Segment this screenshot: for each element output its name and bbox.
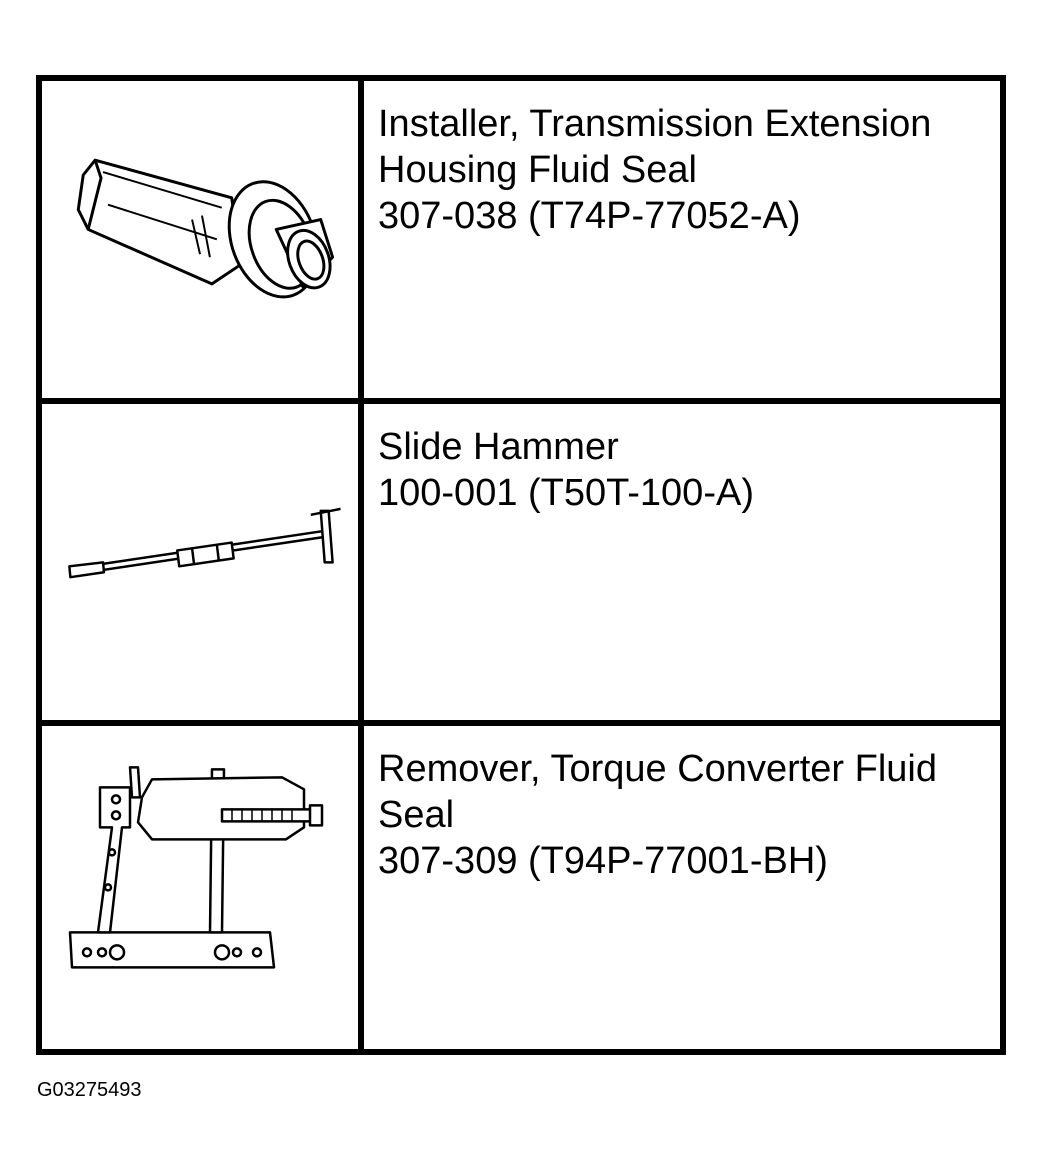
tool-description-cell [364,726,1000,1049]
tool-part-number: 307-038 (T74P-77052-A) [378,195,801,237]
tool-name-line: Housing Fluid Seal [378,149,697,191]
tool-image-cell [42,81,364,404]
special-tools-table [36,75,1006,1055]
figure-id: G03275493 [37,1079,142,1101]
slide-hammer-icon [42,404,358,721]
tool-part-number: 307-309 (T94P-77001-BH) [378,840,828,883]
tool-part-number: 100-001 (T50T-100-A) [378,471,754,514]
tool-name-line: Remover, Torque Converter Fluid [378,748,937,791]
tool-name-line: Seal [378,794,455,837]
extension-housing-seal-installer-icon [42,81,358,398]
tool-description-cell [364,81,1000,404]
tool-description-cell [364,404,1000,727]
tool-name-line: Installer, Transmission Extension [378,103,932,145]
tool-image-cell [42,404,364,727]
torque-converter-seal-remover-icon [42,726,358,1049]
tool-image-cell [42,726,364,1049]
tool-name-line: Slide Hammer [378,425,619,468]
